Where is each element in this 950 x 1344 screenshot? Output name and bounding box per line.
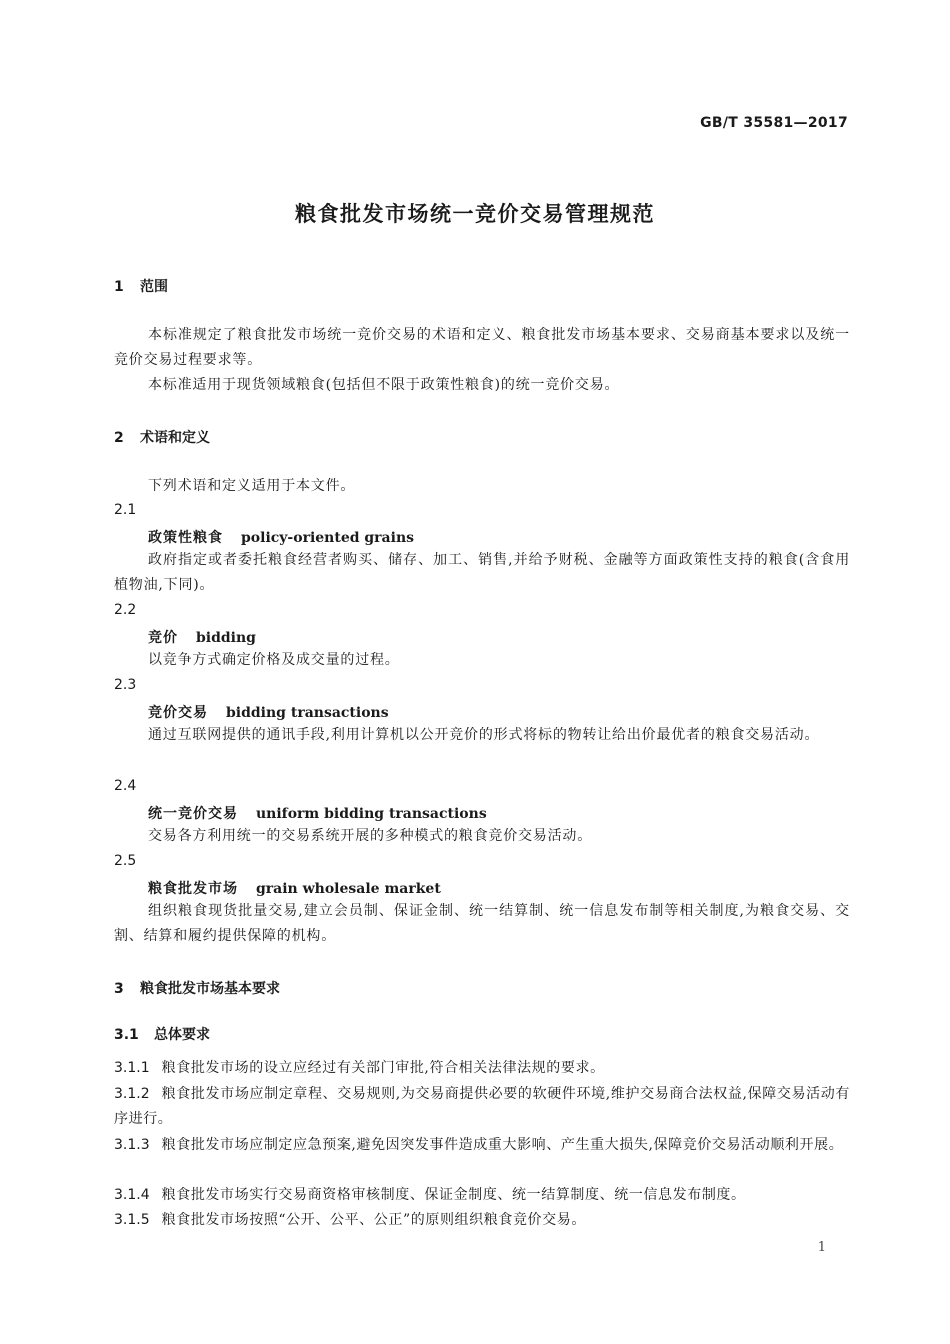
- term-number: 2.1: [114, 502, 137, 518]
- requirement-item: [114, 1183, 850, 1208]
- section-title: 术语和定义: [140, 430, 210, 446]
- term-heading: [148, 878, 441, 898]
- requirement-number: 3.1.4: [114, 1187, 150, 1203]
- term-english: policy-oriented grains: [241, 530, 415, 546]
- requirement-item: [114, 1208, 850, 1233]
- term-heading: [148, 702, 389, 722]
- document-title: 粮食批发市场统一竞价交易管理规范: [295, 202, 655, 226]
- scope-paragraph-1: 本标准规定了粮食批发市场统一竞价交易的术语和定义、粮食批发市场基本要求、交易商基本要求以及统一竞价交易过程要求等。: [114, 327, 850, 368]
- requirement-item: [114, 1133, 850, 1158]
- requirement-text: 粮食批发市场应制定章程、交易规则,为交易商提供必要的软硬件环境,维护交易商合法权益,保障交易活动有序进行。: [114, 1086, 850, 1127]
- section-3-1-heading: [114, 1024, 210, 1044]
- term-number: 2.5: [114, 853, 137, 869]
- standard-number: GB/T 35581—2017: [700, 115, 848, 131]
- term-english: bidding: [196, 630, 256, 646]
- term-definition: 以竞争方式确定价格及成交量的过程。: [148, 652, 400, 668]
- section-number: 2: [114, 430, 124, 446]
- page-number: 1: [817, 1240, 826, 1255]
- requirement-number: 3.1.1: [114, 1060, 150, 1076]
- terms-intro: 下列术语和定义适用于本文件。: [148, 478, 356, 494]
- section-title: 粮食批发市场基本要求: [140, 981, 280, 997]
- term-chinese: 政策性粮食: [148, 530, 223, 546]
- term-definition: 通过互联网提供的通讯手段,利用计算机以公开竞价的形式将标的物转让给出价最优者的粮食交易活动。: [148, 727, 820, 743]
- term-english: grain wholesale market: [256, 881, 441, 897]
- section-1-heading: [114, 276, 168, 296]
- term-chinese: 竞价交易: [148, 705, 208, 721]
- scope-paragraph-2: 本标准适用于现货领域粮食(包括但不限于政策性粮食)的统一竞价交易。: [148, 377, 620, 393]
- term-heading: [148, 527, 414, 547]
- requirement-number: 3.1.3: [114, 1137, 150, 1153]
- term-chinese: 统一竞价交易: [148, 806, 238, 822]
- term-chinese: 粮食批发市场: [148, 881, 238, 897]
- requirement-text: 粮食批发市场的设立应经过有关部门审批,符合相关法律法规的要求。: [161, 1060, 605, 1076]
- requirement-text: 粮食批发市场实行交易商资格审核制度、保证金制度、统一结算制度、统一信息发布制度。: [161, 1187, 746, 1203]
- section-number: 3.1: [114, 1027, 139, 1043]
- requirement-number: 3.1.5: [114, 1212, 150, 1228]
- requirement-item: [114, 1056, 850, 1081]
- requirement-number: 3.1.2: [114, 1086, 150, 1102]
- section-number: 3: [114, 981, 124, 997]
- term-english: uniform bidding transactions: [256, 806, 487, 822]
- section-title: 范围: [140, 279, 168, 295]
- section-3-heading: [114, 978, 280, 998]
- requirement-item: [114, 1082, 850, 1132]
- section-title: 总体要求: [154, 1027, 210, 1043]
- requirement-text: 粮食批发市场按照“公开、公平、公正”的原则组织粮食竞价交易。: [161, 1212, 586, 1228]
- section-2-heading: [114, 427, 210, 447]
- term-number: 2.2: [114, 602, 137, 618]
- term-number: 2.3: [114, 677, 137, 693]
- term-definition: 组织粮食现货批量交易,建立会员制、保证金制、统一结算制、统一信息发布制等相关制度,为粮食交易、交割、结算和履约提供保障的机构。: [114, 903, 850, 944]
- term-heading: [148, 803, 487, 823]
- term-definition: 交易各方利用统一的交易系统开展的多种模式的粮食竞价交易活动。: [148, 828, 592, 844]
- term-heading: [148, 627, 256, 647]
- requirement-text: 粮食批发市场应制定应急预案,避免因突发事件造成重大影响、产生重大损失,保障竞价交易活动顺利开展。: [161, 1137, 844, 1153]
- term-definition: 政府指定或者委托粮食经营者购买、储存、加工、销售,并给予财税、金融等方面政策性支持的粮食(含食用植物油,下同)。: [114, 552, 850, 593]
- term-chinese: 竞价: [148, 630, 178, 646]
- term-number: 2.4: [114, 778, 137, 794]
- section-number: 1: [114, 279, 124, 295]
- term-english: bidding transactions: [226, 705, 389, 721]
